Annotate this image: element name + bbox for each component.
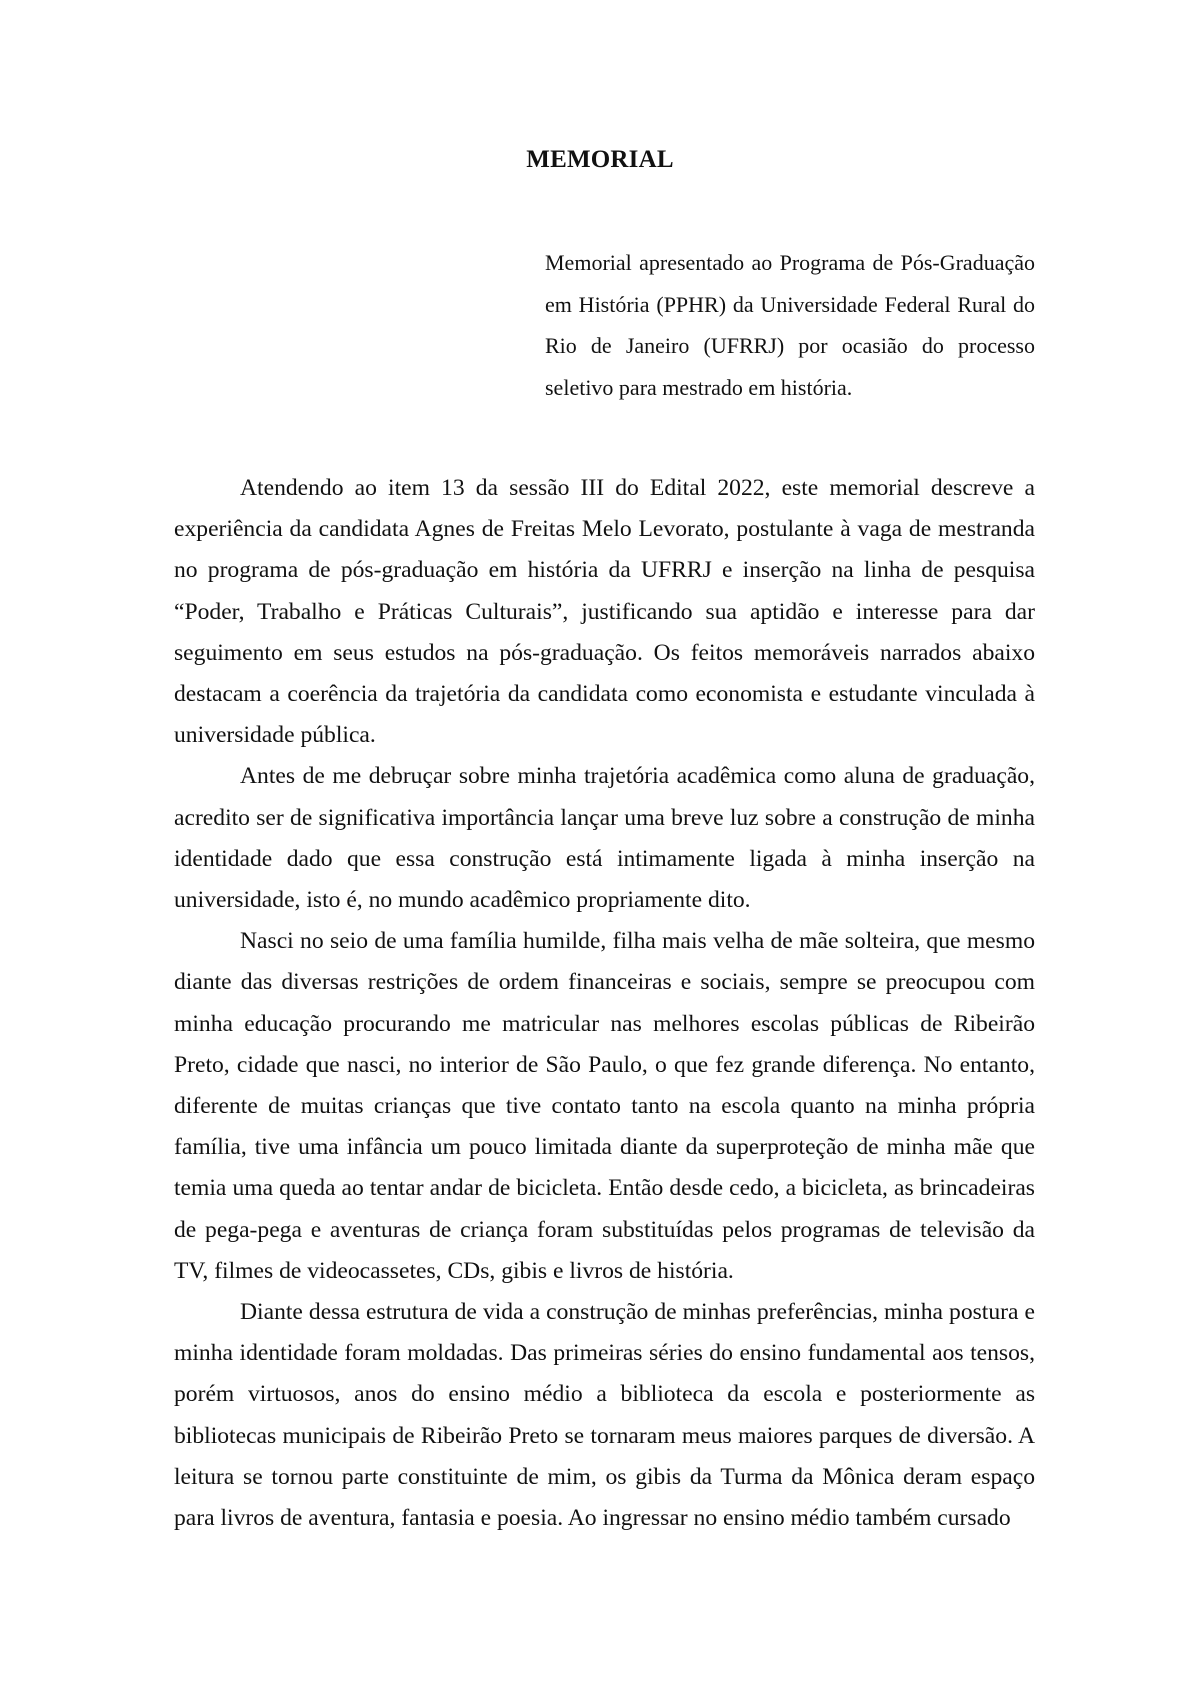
paragraph: Nasci no seio de uma família humilde, filha mais velha de mãe solteira, que mesmo diante das diversas restrições de ordem financeiras e sociais, sempre se preocupou com minha educação procurando me matricular nas melhores escolas públicas de Ribeirão Preto, cidade que nasci, no interior de São Paulo, o que fez grande diferença. No entanto, diferente de muitas crianças que tive contato tanto na escola quanto na minha própria família, tive uma infância um pouco limitada diante da superproteção de minha mãe que temia uma queda ao tentar andar de bicicleta. Então desde cedo, a bicicleta, as brincadeiras de pega-pega e aventuras de criança foram substituídas pelos programas de televisão da TV, filmes de videocassetes, CDs, gibis e livros de história. [174, 928, 1035, 1284]
epigraph: Memorial apresentado ao Programa de Pós-Graduação em História (PPHR) da Universidade Federal Rural do Rio de Janeiro (UFRRJ) por ocasião do processo seletivo para mestrado em história. [545, 250, 1035, 400]
paragraph: Atendendo ao item 13 da sessão III do Edital 2022, este memorial descreve a experiência da candidata Agnes de Freitas Melo Levorato, postulante à vaga de mestranda no programa de pós-graduação em história da UFRRJ e inserção na linha de pesquisa “Poder, Trabalho e Práticas Culturais”, justificando sua aptidão e interesse para dar seguimento em seus estudos na pós-graduação. Os feitos memoráveis narrados abaixo destacam a coerência da trajetória da candidata como economista e estudante vinculada à universidade pública. [174, 475, 1035, 749]
document-title: MEMORIAL [526, 146, 674, 173]
paragraph: Diante dessa estrutura de vida a construção de minhas preferências, minha postura e minha identidade foram moldadas. Das primeiras séries do ensino fundamental aos tensos, porém virtuosos, anos do ensino médio a biblioteca da escola e posteriormente as bibliotecas municipais de Ribeirão Preto se tornaram meus maiores parques de diversão. A leitura se tornou parte constituinte de mim, os gibis da Turma da Mônica deram espaço para livros de aventura, fantasia e poesia. Ao ingressar no ensino médio também cursado [174, 1299, 1035, 1532]
paragraph: Antes de me debruçar sobre minha trajetória acadêmica como aluna de graduação, acredito ser de significativa importância lançar uma breve luz sobre a construção de minha identidade dado que essa construção está intimamente ligada à minha inserção na universidade, isto é, no mundo acadêmico propriamente dito. [174, 763, 1035, 914]
document-body [174, 468, 1035, 1539]
